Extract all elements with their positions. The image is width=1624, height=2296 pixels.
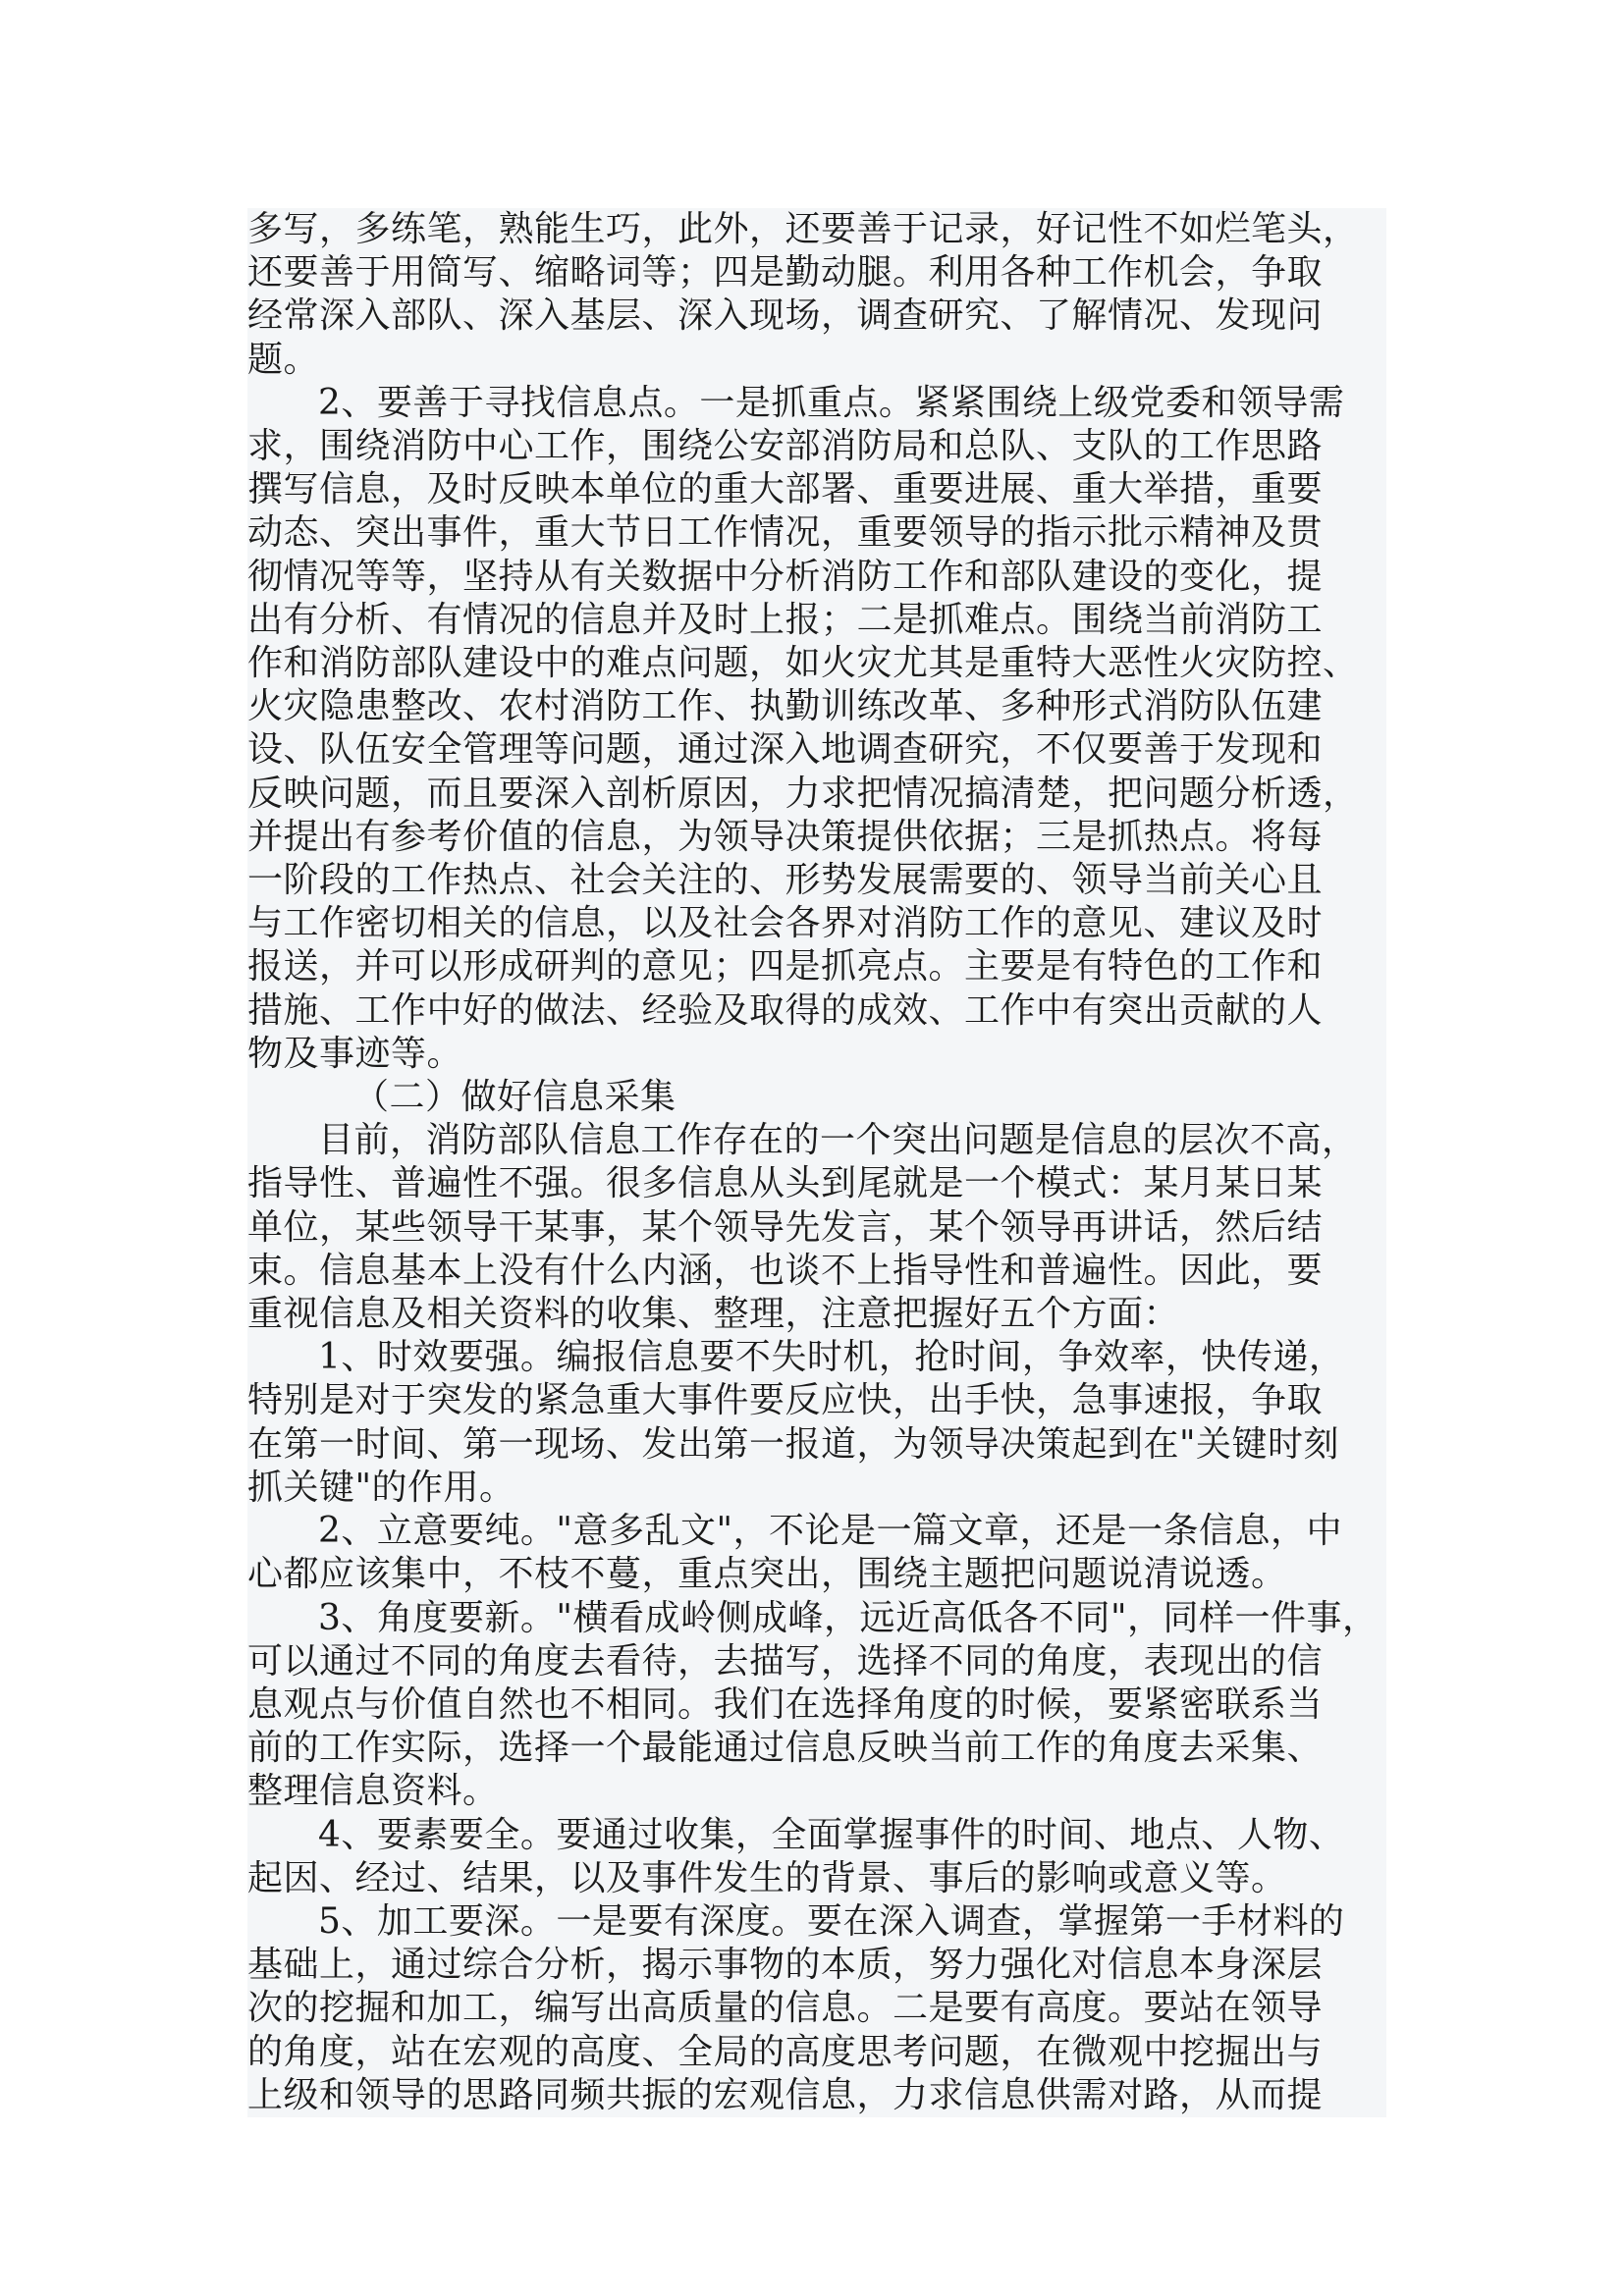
paragraph-elements bbox=[247, 1814, 1386, 1900]
text-line: 2、要善于寻找信息点。一是抓重点。紧紧围绕上级党委和领导需 bbox=[247, 382, 1386, 425]
text-line: 5、加工要深。一是要有深度。要在深入调查，掌握第一手材料的 bbox=[247, 1900, 1386, 1944]
text-line: 息观点与价值自然也不相同。我们在选择角度的时候，要紧密联系当 bbox=[247, 1683, 1386, 1727]
text-line: 前的工作实际，选择一个最能通过信息反映当前工作的角度去采集、 bbox=[247, 1727, 1386, 1770]
heading-line: （二）做好信息采集 bbox=[247, 1076, 1386, 1119]
paragraph-info-points bbox=[247, 382, 1386, 1076]
text-line: 彻情况等等，坚持从有关数据中分析消防工作和部队建设的变化，提 bbox=[247, 556, 1386, 599]
text-line: 物及事迹等。 bbox=[247, 1033, 1386, 1076]
text-line: 与工作密切相关的信息，以及社会各界对消防工作的意见、建议及时 bbox=[247, 902, 1386, 945]
text-line: 重视信息及相关资料的收集、整理，注意把握好五个方面： bbox=[247, 1293, 1386, 1336]
text-line: 束。信息基本上没有什么内涵，也谈不上指导性和普遍性。因此，要 bbox=[247, 1250, 1386, 1293]
text-line: 措施、工作中好的做法、经验及取得的成效、工作中有突出贡献的人 bbox=[247, 989, 1386, 1033]
text-line: 整理信息资料。 bbox=[247, 1770, 1386, 1813]
paragraph-processing bbox=[247, 1900, 1386, 2117]
text-line: 求，围绕消防中心工作，围绕公安部消防局和总队、支队的工作思路 bbox=[247, 425, 1386, 468]
text-line: 作和消防部队建设中的难点问题，如火灾尤其是重特大恶性火灾防控、 bbox=[247, 642, 1386, 685]
text-line: 设、队伍安全管理等问题，通过深入地调查研究，不仅要善于发现和 bbox=[247, 728, 1386, 772]
text-line: 一阶段的工作热点、社会关注的、形势发展需要的、领导当前关心且 bbox=[247, 859, 1386, 902]
text-line: 目前，消防部队信息工作存在的一个突出问题是信息的层次不高， bbox=[247, 1119, 1386, 1162]
text-line: 特别是对于突发的紧急重大事件要反应快，出手快，急事速报，争取 bbox=[247, 1379, 1386, 1422]
text-line: 题。 bbox=[247, 339, 1386, 382]
paragraph-continuation bbox=[247, 208, 1386, 382]
text-line: 在第一时间、第一现场、发出第一报道，为领导决策起到在"关键时刻 bbox=[247, 1423, 1386, 1467]
text-line: 多写，多练笔，熟能生巧，此外，还要善于记录，好记性不如烂笔头， bbox=[247, 208, 1386, 251]
text-line: 2、立意要纯。"意多乱文"，不论是一篇文章，还是一条信息，中 bbox=[247, 1510, 1386, 1553]
text-line: 报送，并可以形成研判的意见；四是抓亮点。主要是有特色的工作和 bbox=[247, 945, 1386, 988]
text-line: 抓关键"的作用。 bbox=[247, 1467, 1386, 1510]
text-line: 3、角度要新。"横看成岭侧成峰，远近高低各不同"，同样一件事， bbox=[247, 1597, 1386, 1640]
text-line: 经常深入部队、深入基层、深入现场，调查研究、了解情况、发现问 bbox=[247, 294, 1386, 338]
text-line: 指导性、普遍性不强。很多信息从头到尾就是一个模式：某月某日某 bbox=[247, 1162, 1386, 1205]
paragraph-timeliness bbox=[247, 1336, 1386, 1510]
text-line: 心都应该集中，不枝不蔓，重点突出，围绕主题把问题说清说透。 bbox=[247, 1553, 1386, 1596]
text-line: 1、时效要强。编报信息要不失时机，抢时间，争效率，快传递， bbox=[247, 1336, 1386, 1379]
paragraph-perspective bbox=[247, 1597, 1386, 1814]
text-line: 上级和领导的思路同频共振的宏观信息，力求信息供需对路，从而提 bbox=[247, 2074, 1386, 2117]
text-line: 火灾隐患整改、农村消防工作、执勤训练改革、多种形式消防队伍建 bbox=[247, 685, 1386, 728]
text-line: 单位，某些领导干某事，某个领导先发言，某个领导再讲话，然后结 bbox=[247, 1206, 1386, 1250]
text-line: 起因、经过、结果，以及事件发生的背景、事后的影响或意义等。 bbox=[247, 1857, 1386, 1900]
text-line: 可以通过不同的角度去看待，去描写，选择不同的角度，表现出的信 bbox=[247, 1640, 1386, 1683]
text-line: 还要善于用简写、缩略词等；四是勤动腿。利用各种工作机会，争取 bbox=[247, 251, 1386, 294]
document-page bbox=[247, 208, 1386, 2117]
text-line: 4、要素要全。要通过收集，全面掌握事件的时间、地点、人物、 bbox=[247, 1814, 1386, 1857]
section-heading bbox=[247, 1076, 1386, 1119]
text-line: 出有分析、有情况的信息并及时上报；二是抓难点。围绕当前消防工 bbox=[247, 599, 1386, 642]
paragraph-focus bbox=[247, 1510, 1386, 1596]
text-line: 基础上，通过综合分析，揭示事物的本质，努力强化对信息本身深层 bbox=[247, 1944, 1386, 1987]
text-line: 撰写信息，及时反映本单位的重大部署、重要进展、重大举措，重要 bbox=[247, 468, 1386, 511]
text-line: 的角度，站在宏观的高度、全局的高度思考问题，在微观中挖掘出与 bbox=[247, 2031, 1386, 2074]
text-line: 并提出有参考价值的信息，为领导决策提供依据；三是抓热点。将每 bbox=[247, 816, 1386, 859]
text-line: 次的挖掘和加工，编写出高质量的信息。二是要有高度。要站在领导 bbox=[247, 1987, 1386, 2030]
text-line: 动态、突出事件，重大节日工作情况，重要领导的指示批示精神及贯 bbox=[247, 511, 1386, 555]
paragraph-current-issues bbox=[247, 1119, 1386, 1336]
text-line: 反映问题，而且要深入剖析原因，力求把情况搞清楚，把问题分析透， bbox=[247, 773, 1386, 816]
